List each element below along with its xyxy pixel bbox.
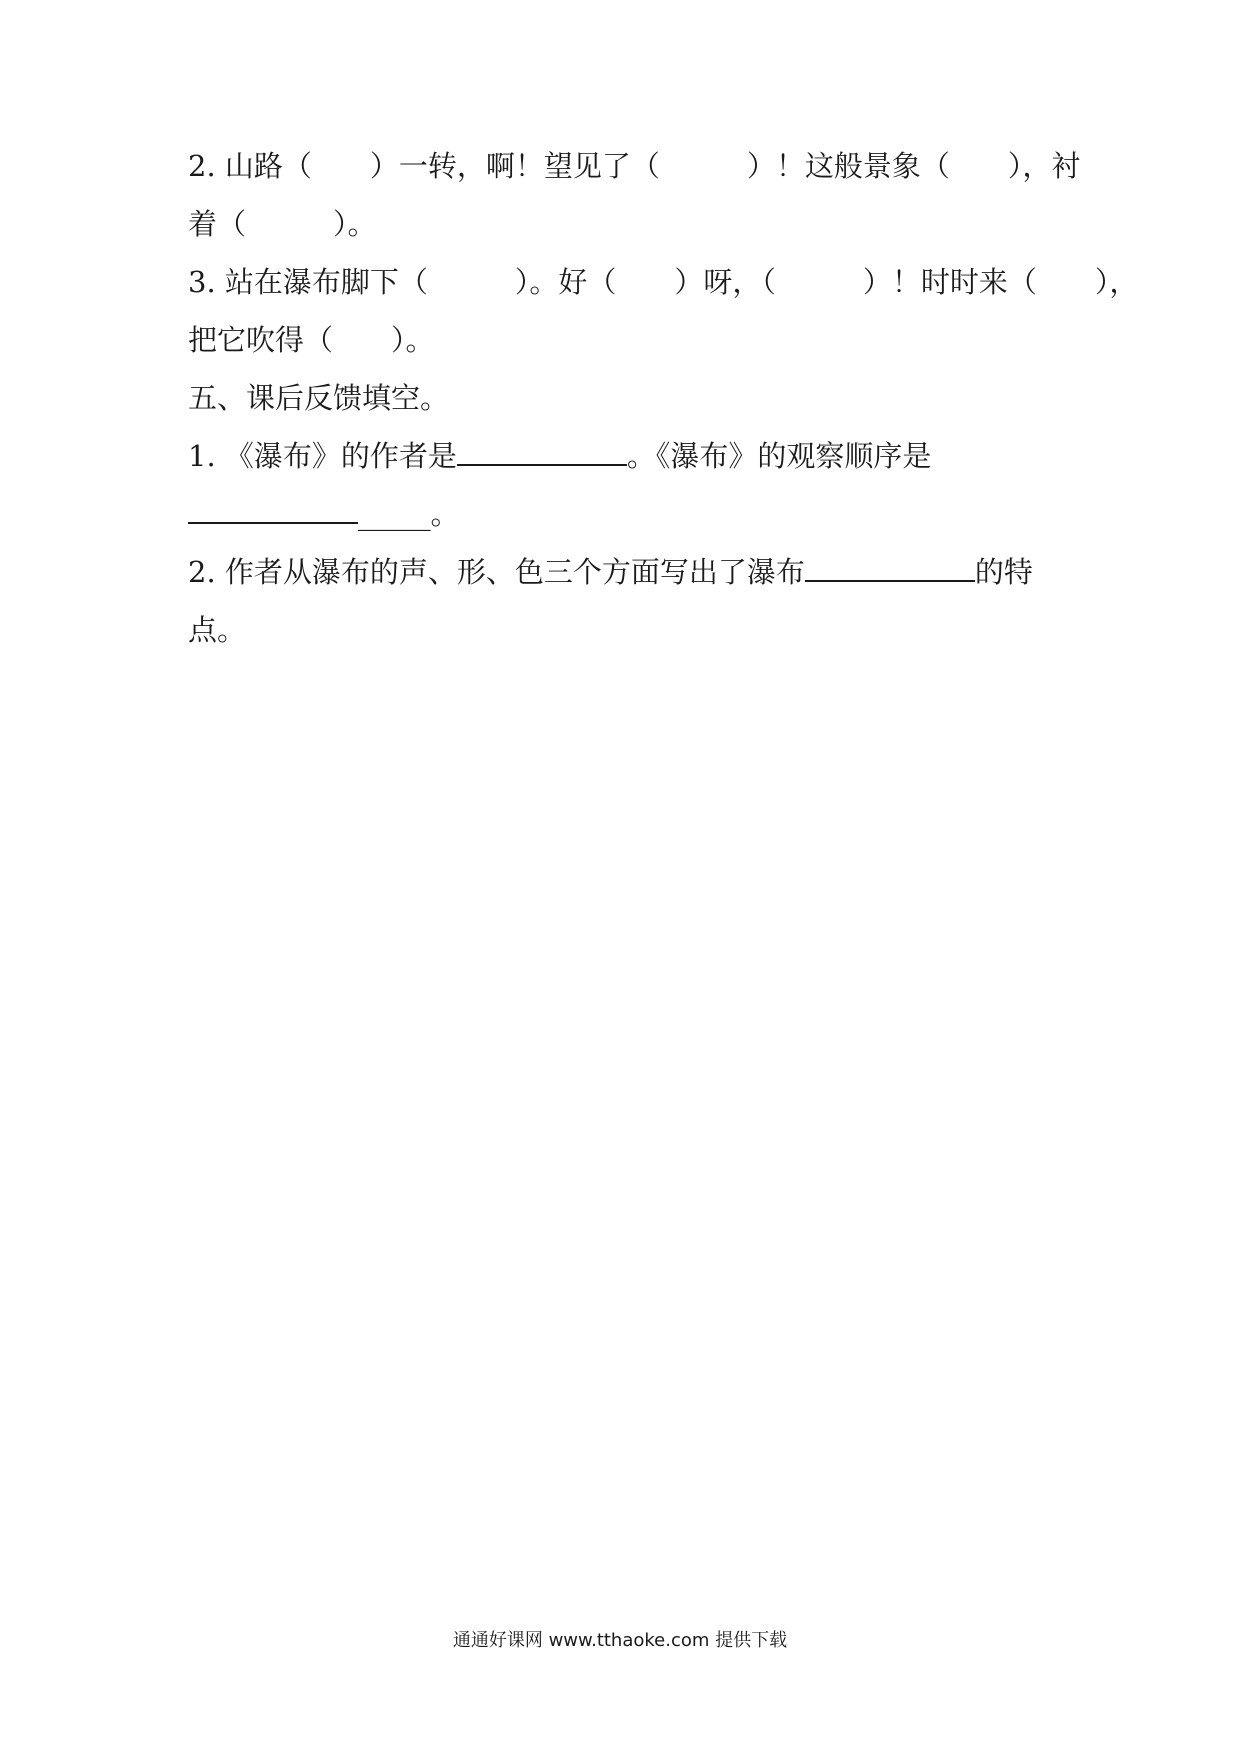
order-blank[interactable] [188, 496, 358, 524]
item-3-line-2: 把它吹得（ ）。 [188, 323, 435, 357]
item-1-text-a: 1. 《瀑布》的作者是 [188, 439, 457, 473]
feedback-item-1-line-1 [188, 436, 1058, 476]
author-blank[interactable] [457, 438, 627, 466]
feedback-item-1-line-2 [188, 494, 1058, 534]
item-2-line-2: 着（ ）。 [188, 207, 377, 241]
section-five-heading: 五、课后反馈填空。 [188, 381, 450, 415]
item-2-line-1: 2. 山路（ ）一转，啊！望见了（ ）！这般景象（ ），衬 [188, 149, 1081, 183]
item-1-line-2-tail: _____。 [358, 497, 460, 531]
item-3-line-1: 3. 站在瀑布脚下（ ）。好（ ）呀，（ ）！时时来（ ）， [188, 265, 1139, 299]
feature-blank[interactable] [805, 554, 975, 582]
item-2-text-b: 的特 [974, 555, 1033, 589]
item-2-text-a: 2. 作者从瀑布的声、形、色三个方面写出了瀑布 [188, 555, 805, 589]
feedback-item-2-line-2: 点。 [188, 613, 247, 647]
feedback-item-2-line-1 [188, 552, 1058, 592]
item-1-text-b: 。《瀑布》的观察顺序是 [626, 439, 932, 473]
footer-source: 通通好课网 www.tthaoke.com 提供下载 [452, 1630, 788, 1651]
